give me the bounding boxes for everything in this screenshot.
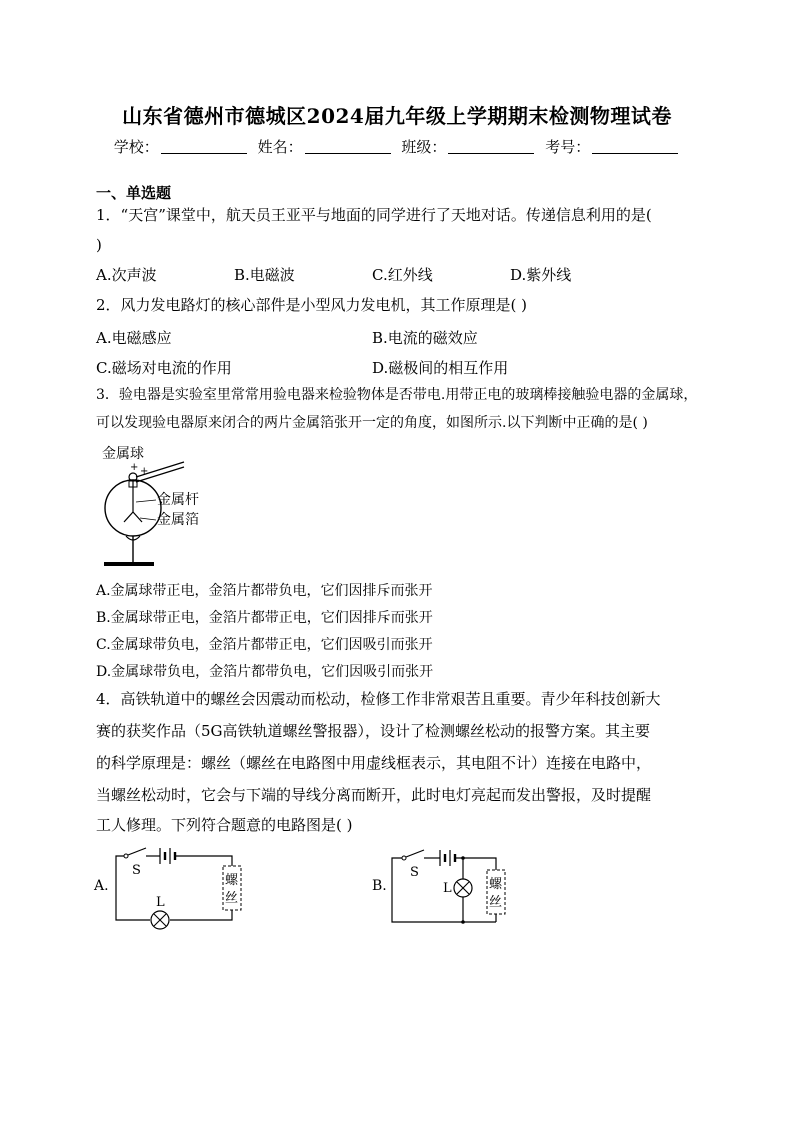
section-heading: 一、单选题 (96, 184, 172, 202)
question-1-line1: 1．“天宫”课堂中，航天员王亚平与地面的同学进行了天地对话。传递信息利用的是( (96, 206, 652, 224)
name-blank[interactable] (305, 139, 391, 154)
page-title: 山东省德州市德城区2024届九年级上学期期末检测物理试卷 (122, 104, 672, 128)
q3-option-d[interactable]: D.金属球带负电，金箔片都带负电，它们因吸引而张开 (96, 664, 434, 680)
circuit-b-screw-2: 丝 (489, 895, 503, 910)
circuit-a-option-label: A. (94, 878, 109, 894)
circuit-a-figure[interactable] (92, 842, 252, 934)
number-label: 考号： (545, 138, 591, 156)
q2-option-a[interactable]: A.电磁感应 (96, 329, 172, 347)
q1-option-b[interactable]: B.电磁波 (234, 266, 295, 284)
switch-pivot (402, 856, 406, 860)
q3-option-b[interactable]: B.金属球带正电，金箔片都带正电，它们因排斥而张开 (96, 610, 433, 626)
school-blank[interactable] (161, 139, 247, 154)
electroscope-figure (96, 440, 216, 572)
question-3-line1: 3．验电器是实验室里常常用验电器来检验物体是否带电.用带正电的玻璃棒接触验电器的金属球， (96, 387, 698, 403)
q2-option-b[interactable]: B.电流的磁效应 (372, 329, 478, 347)
label-plus-1: + (130, 462, 139, 473)
q2-option-c[interactable]: C.磁场对电流的作用 (96, 359, 232, 377)
label-metal-rod: 金属杆 (157, 492, 199, 508)
circuit-a-lamp-label: L (156, 895, 165, 910)
switch-blade (128, 848, 146, 855)
question-1-line2: ) (96, 236, 102, 254)
circuit-a-screw-1: 螺 (225, 873, 239, 888)
question-4-line4: 当螺丝松动时，它会与下端的导线分离而断开，此时电灯亮起而发出警报，及时提醒 (96, 786, 652, 804)
circuit-b-switch-label: S (410, 865, 419, 880)
question-3-line2: 可以发现验电器原来闭合的两片金属箔张开一定的角度，如图所示.以下判断中正确的是( ) (96, 415, 648, 431)
label-metal-ball: 金属球 (102, 446, 144, 462)
metal-foil-left (124, 512, 133, 522)
q1-option-c[interactable]: C.红外线 (372, 266, 433, 284)
switch-pivot (124, 854, 128, 858)
q2-option-d[interactable]: D.磁极间的相互作用 (372, 359, 509, 377)
school-label: 学校： (113, 138, 159, 156)
question-4-line2: 赛的获奖作品（5G高铁轨道螺丝警报器），设计了检测螺丝松动的报警方案。其主要 (96, 722, 651, 740)
question-4-line1: 4．高铁轨道中的螺丝会因震动而松动，检修工作非常艰苦且重要。青少年科技创新大 (96, 690, 661, 708)
circuit-a-switch-label: S (132, 863, 141, 878)
class-label: 班级： (401, 138, 447, 156)
question-2-text: 2．风力发电路灯的核心部件是小型风力发电机，其工作原理是( ) (96, 296, 528, 314)
label-metal-foil: 金属箔 (157, 512, 199, 528)
switch-blade (406, 850, 424, 857)
circuit-b-option-label: B. (372, 878, 387, 894)
name-label: 姓名： (257, 138, 303, 156)
circuit-b-screw-1: 螺 (489, 877, 503, 892)
student-info-line (0, 136, 794, 157)
q1-option-d[interactable]: D.紫外线 (510, 266, 572, 284)
q3-option-a[interactable]: A.金属球带正电，金箔片都带负电，它们因排斥而张开 (96, 583, 433, 599)
label-plus-2: + (140, 466, 149, 477)
stand-base (104, 562, 154, 566)
number-blank[interactable] (592, 139, 678, 154)
circuit-a-screw-2: 丝 (225, 891, 239, 906)
question-4-line3: 的科学原理是：螺丝（螺丝在电路图中用虚线框表示，其电阻不计）连接在电路中， (96, 754, 652, 772)
circuit-b-lamp-label: L (443, 881, 452, 896)
q3-option-c[interactable]: C.金属球带负电，金箔片都带正电，它们因吸引而张开 (96, 637, 433, 653)
class-blank[interactable] (448, 139, 534, 154)
question-4-line5: 工人修理。下列符合题意的电路图是( ) (96, 816, 353, 834)
q1-option-a[interactable]: A.次声波 (96, 266, 157, 284)
metal-foil-right (133, 512, 142, 522)
circuit-b-figure[interactable] (370, 842, 530, 934)
